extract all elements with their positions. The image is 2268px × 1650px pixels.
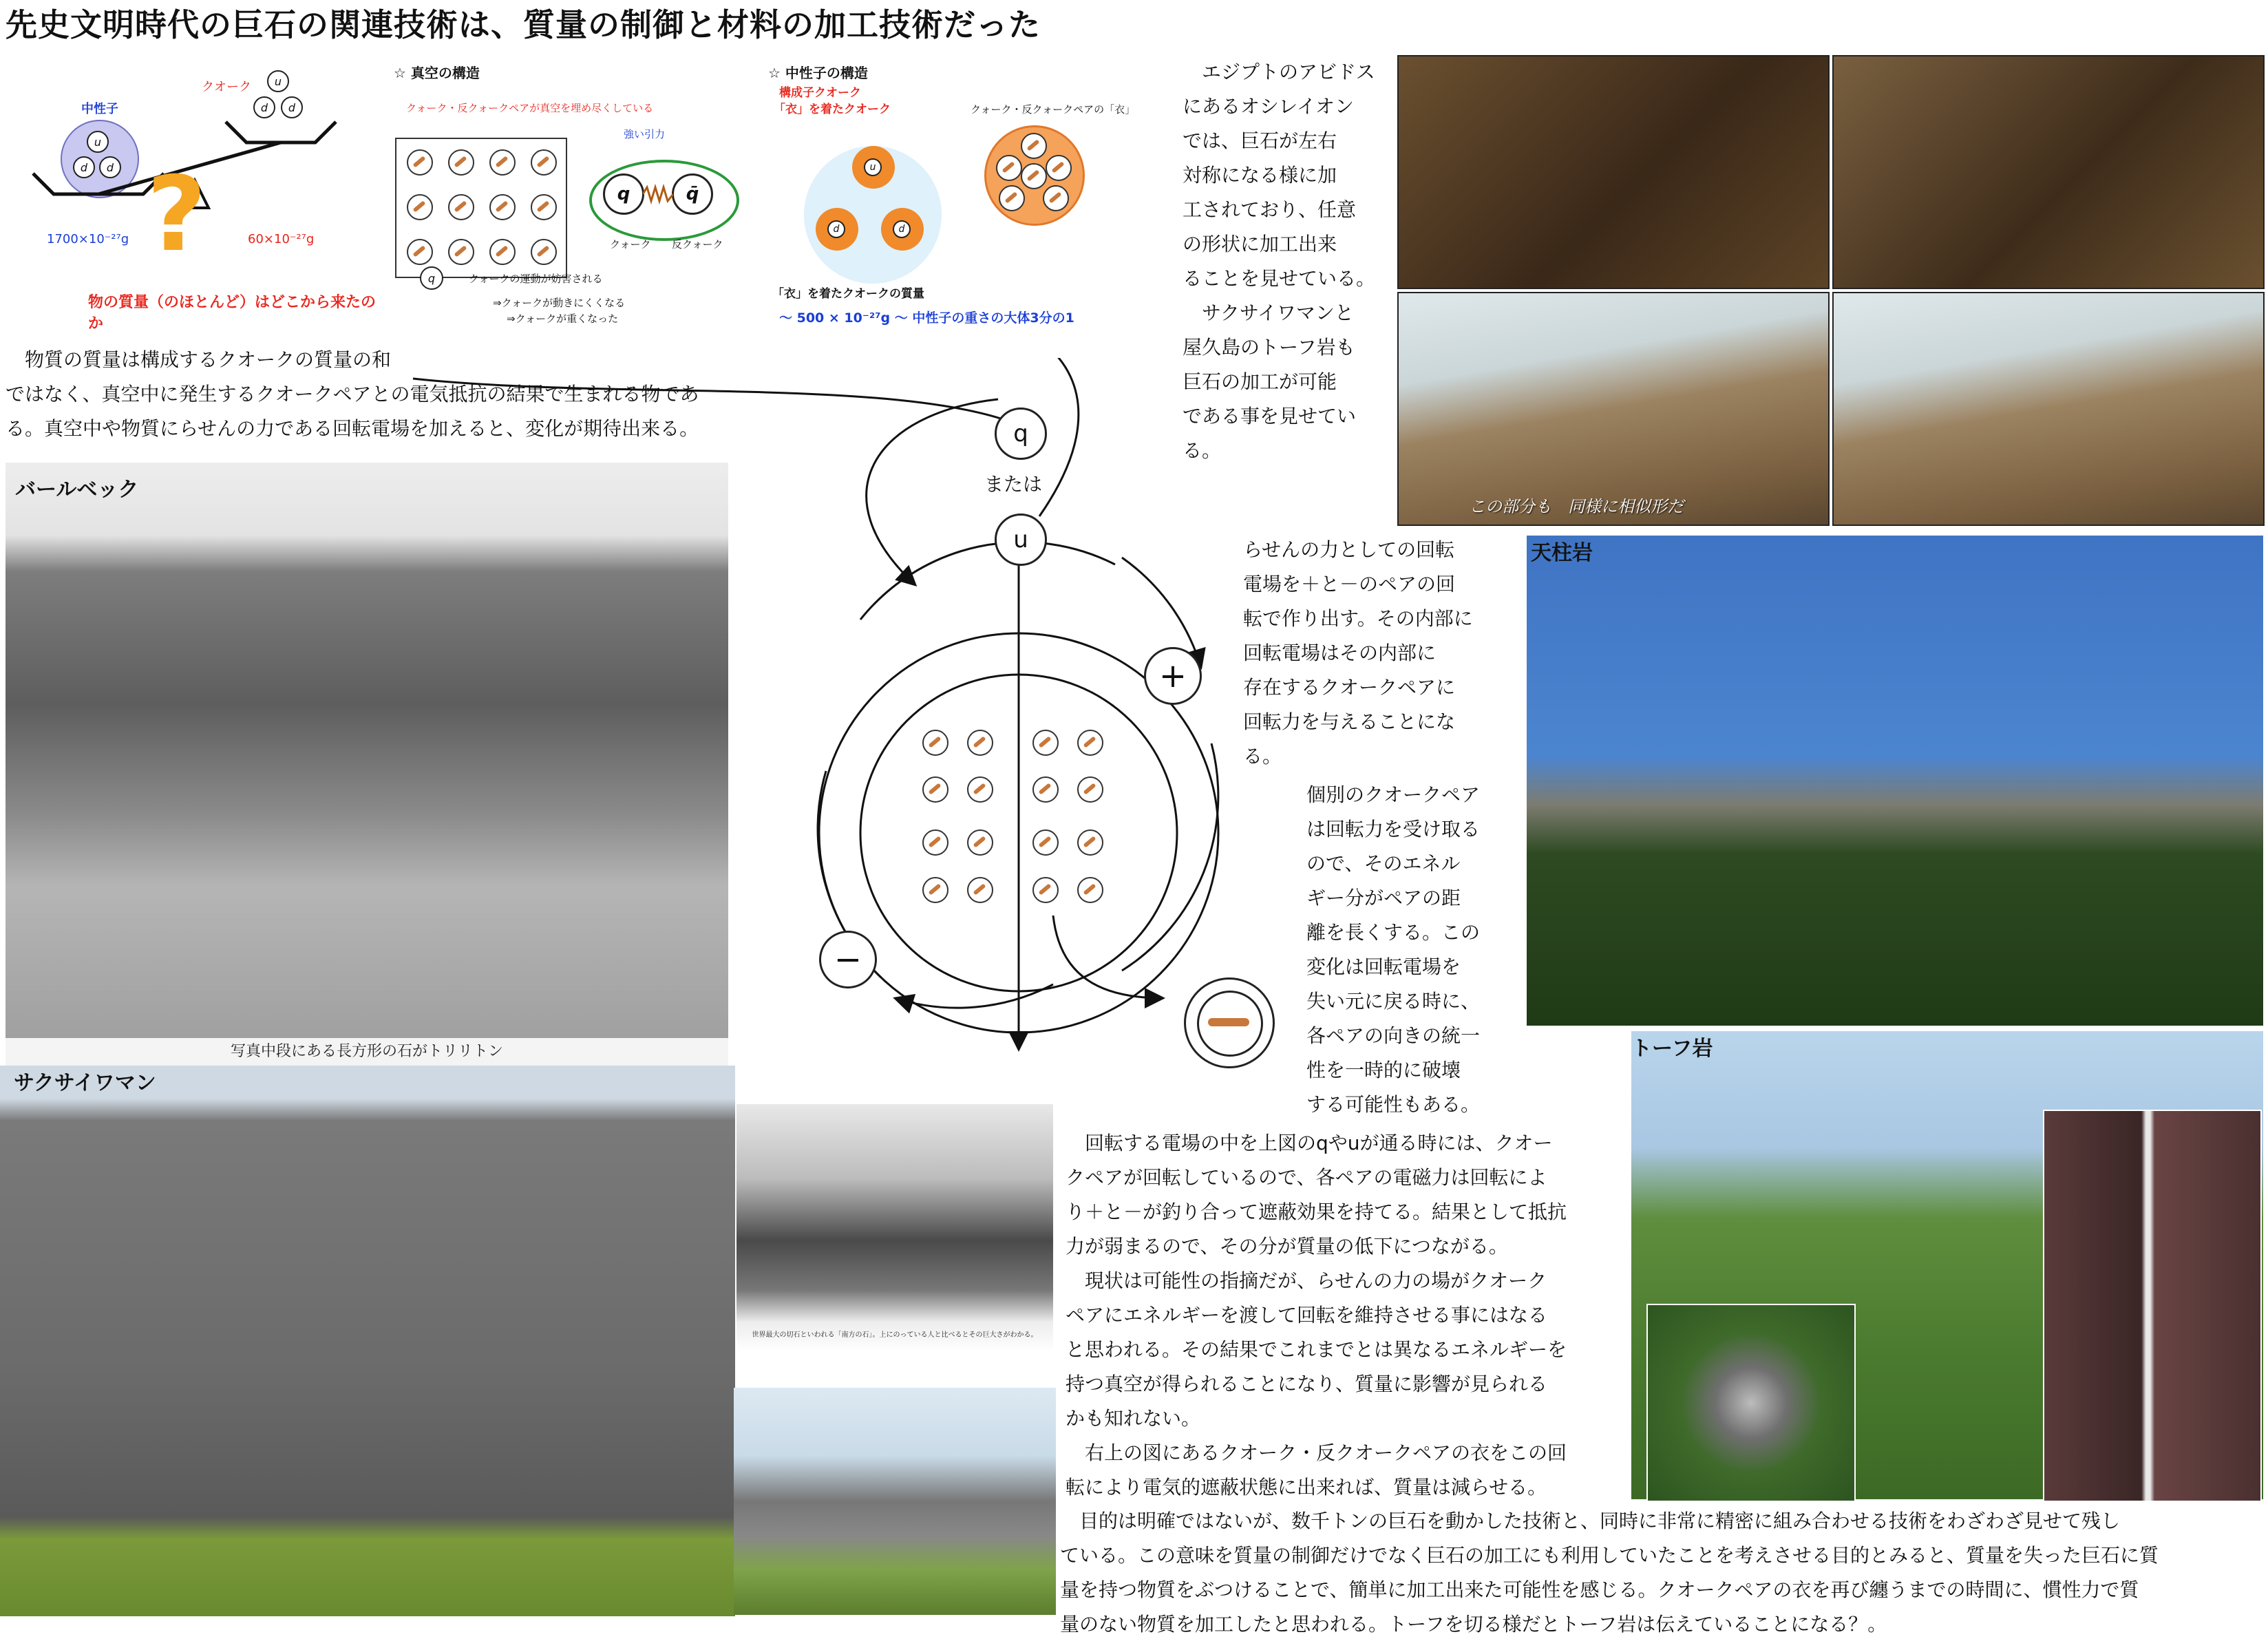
quark-pair-icon: [1021, 163, 1047, 189]
quark-coat-enlarged: [984, 125, 1085, 226]
pair-text-line: ギー分がペアの距: [1306, 887, 1461, 909]
tenchu-label: 天柱岩: [1531, 541, 1593, 565]
pair-text-line: 各ペアの向きの統一: [1306, 1024, 1481, 1047]
vacuum-note-2: ⇒クォークが動きにくくなる: [493, 297, 626, 309]
quark-d: d: [253, 96, 275, 118]
mass-paragraph-line: ではなく、真空中に発生するクオークペアとの電気抵抗の結果で生まれる物であ: [6, 383, 699, 405]
quark-pair-icon: [1032, 730, 1059, 756]
stretched-pair-bar: [1208, 1018, 1249, 1026]
rotation-text-line: 回転力を与えることにな: [1243, 710, 1456, 733]
egypt-text-line: にあるオシレイオン: [1183, 95, 1355, 118]
bottom-text-line: 力が弱まるので、その分が質量の低下につながる。: [1066, 1235, 1508, 1258]
quark-pair-icon: [996, 155, 1022, 181]
tofu-rock-photo: [1631, 1031, 2263, 1499]
final-text-line: 量のない物質を加工したと思われる。トーフを切る様だとトーフ岩は伝えていることになる？。: [1060, 1613, 1887, 1636]
quark-pair-icon: [922, 776, 948, 803]
final-text-line: ている。この意味を質量の制御だけでなく巨石の加工にも利用していたことを考えさせる目的とみると、質量を失った巨石に質: [1060, 1544, 2159, 1567]
mass-origin-diagram: [6, 56, 377, 332]
dressed-mass-text: ～ 500 × 10⁻²⁷g ～ 中性子の重さの大体3分の1: [779, 310, 1074, 326]
constituent-label-2: 「衣」を着たクオーク: [774, 103, 891, 116]
bottom-text-line: 現状は可能性の指摘だが、らせんの力の場がクオーク: [1066, 1269, 1547, 1292]
quark-d: d: [73, 156, 95, 178]
sacsayhuaman-wide-photo: [734, 1388, 1056, 1615]
bottom-text-line: 持つ真空が得られることになり、質量に影響が見られる: [1066, 1373, 1548, 1395]
free-quark: q: [420, 266, 443, 290]
quark-pair-icon: [448, 194, 474, 220]
egypt-text-line: の形状に加工出来: [1183, 233, 1337, 255]
rotation-text-line: 回転電場はその内部に: [1243, 642, 1437, 664]
pair-text-line: 失い元に戻る時に、: [1306, 990, 1481, 1013]
tofu-aerial-inset: [1646, 1304, 1856, 1502]
quark-pair-icon: [999, 185, 1025, 211]
vacuum-structure-panel: [390, 56, 761, 328]
quark-pair-icon: [922, 829, 948, 856]
spring-icon: [643, 184, 673, 204]
q-particle: q: [995, 408, 1047, 460]
stretched-pair-icon: [1184, 977, 1275, 1068]
rotation-text-line: 転で作り出す。その内部に: [1243, 607, 1473, 630]
quark-pair-icon: [1077, 829, 1103, 856]
pair-coat-label: クォーク・反クォークペアの「衣」: [971, 103, 1136, 116]
quark-d: d: [281, 96, 303, 118]
quark-q: q: [603, 173, 644, 215]
egypt-text-line: では、巨石が左右: [1183, 129, 1337, 152]
bottom-text-line: 右上の図にあるクオーク・反クオークペアの衣をこの回: [1066, 1441, 1567, 1464]
egypt-text-line: 工されており、任意: [1183, 198, 1357, 221]
antiquark-caption: 反クォーク: [672, 238, 723, 251]
quark-pair-icon: [967, 730, 993, 756]
quark-pair-icon: [1043, 185, 1069, 211]
rotation-text-line: らせんの力としての回転: [1243, 538, 1455, 561]
final-text: [1060, 1504, 2265, 1642]
vacuum-subtitle: クォーク・反クォークペアが真空を埋め尽くしている: [406, 102, 654, 114]
bottom-text-line: クペアが回転しているので、各ペアの電磁力は回転によ: [1066, 1166, 1547, 1189]
quark-u: u: [267, 70, 289, 92]
final-text-line: 目的は明確ではないが、数千トンの巨石を動かした技術と、同時に非常に精密に組み合わせる技術をわざわざ見せて残し: [1060, 1510, 2121, 1532]
page-title: 先史文明時代の巨石の関連技術は、質量の制御と材料の加工技術だった: [6, 6, 1041, 43]
constituent-label-1: 構成子クオーク: [779, 86, 861, 100]
quark-pair-icon: [531, 239, 557, 265]
quark-d: d: [893, 220, 911, 238]
mass-paragraph-line: 物質の質量は構成するクオークの質量の和: [6, 348, 392, 371]
neutron-panel-title: ☆ 中性子の構造: [768, 65, 868, 81]
bottom-text-line: かも知れない。: [1066, 1407, 1201, 1430]
quark-pair-icon: [407, 239, 433, 265]
egypt-text-line: 巨石の加工が可能: [1183, 370, 1337, 393]
pair-text-line: は回転力を受け取る: [1306, 818, 1481, 840]
quark-label: クオーク: [202, 80, 251, 94]
neutron-structure-panel: [764, 56, 1136, 339]
stone-of-pregnant-woman-photo: [736, 1104, 1053, 1352]
quark-pair-icon: [1021, 133, 1047, 159]
vacuum-note-3: ⇒クォークが重くなった: [507, 313, 619, 325]
egypt-text-line: 屋久島のトーフ岩も: [1183, 336, 1355, 359]
pair-text-line: する可能性もある。: [1306, 1093, 1481, 1116]
pair-text-line: ので、そのエネル: [1306, 852, 1461, 875]
quark-pair-icon: [1032, 829, 1059, 856]
bottom-text: [1066, 1126, 1630, 1505]
quark-pair-icon: [1046, 155, 1072, 181]
quark-pair-icon: [489, 194, 516, 220]
sacsayhuaman-photo: [0, 1066, 735, 1616]
sacsayhuaman-label: サクサイワマン: [14, 1071, 156, 1095]
mass-origin-caption: 物の質量（のほとんど）はどこから来たのか: [88, 294, 377, 332]
quark-pair-icon: [1077, 877, 1103, 903]
quark-pair-icon: [448, 149, 474, 176]
rotation-text-line: 存在するクオークペアに: [1243, 676, 1456, 699]
pair-text: [1306, 778, 1527, 1122]
egypt-text-line: ることを見せている。: [1183, 267, 1376, 290]
quark-pair-icon: [1032, 776, 1059, 803]
quark-pair-icon: [489, 239, 516, 265]
tenchu-rock-photo: [1527, 536, 2263, 1026]
bottom-text-line: 回転する電場の中を上図のqやuが通る時には、クオー: [1066, 1132, 1553, 1154]
quark-pair-icon: [922, 877, 948, 903]
stone-caption: 世界最大の切石といわれる「南方の石」。上にのっている人と比べるとその巨大さがわかる。: [752, 1331, 1038, 1339]
quark-pair-icon: [1077, 776, 1103, 803]
tofu-label: トーフ岩: [1631, 1037, 1713, 1061]
quark-pair-icon: [967, 877, 993, 903]
quark-pair-icon: [967, 829, 993, 856]
egypt-text-line: 対称になる様に加: [1183, 164, 1337, 187]
plus-icon: +: [1144, 647, 1202, 705]
question-mark-icon: ?: [147, 155, 207, 275]
quark-caption: クォーク: [610, 238, 651, 251]
pair-text-line: 個別のクオークペア: [1306, 783, 1481, 806]
rotation-text: [1243, 533, 1505, 774]
minus-icon: −: [819, 931, 877, 988]
baalbek-caption: 写真中段にある長方形の石がトリリトン: [6, 1038, 728, 1066]
osireion-photo-4: [1469, 292, 2265, 526]
quark-pair-icon: [531, 194, 557, 220]
pair-text-line: 離を長くする。この: [1306, 921, 1481, 944]
quark-pair-icon: [489, 149, 516, 176]
pair-text-line: 性を一時的に破壊: [1306, 1059, 1461, 1081]
quark-pair-icon: [407, 194, 433, 220]
egypt-text-line: サクサイワマンと: [1183, 302, 1354, 324]
q-arrow-left: [399, 358, 1019, 441]
bottom-text-line: ペアにエネルギーを渡して回転を維持させる事にはなる: [1066, 1304, 1548, 1326]
bottom-text-line: 転により電気的遮蔽状態に出来れば、質量は減らせる。: [1066, 1476, 1547, 1499]
quark-u: u: [87, 131, 109, 153]
quark-pair-icon: [531, 149, 557, 176]
neutron-mass: 1700×10⁻²⁷g: [47, 232, 129, 246]
quark-pair-icon: [1077, 730, 1103, 756]
strong-force-label: 強い引力: [624, 128, 666, 140]
quark-pair-icon: [448, 239, 474, 265]
osireion-photo-2: [1832, 55, 2265, 289]
vacuum-panel-title: ☆ 真空の構造: [394, 65, 480, 81]
or-label: または: [984, 473, 1043, 496]
quark-pair-icon: [967, 776, 993, 803]
bottom-text-line: と思われる。その結果でこれまでとは異なるエネルギーを: [1066, 1338, 1567, 1361]
mass-paragraph-line: る。真空中や物質にらせんの力である回転電場を加えると、変化が期待出来る。: [6, 417, 699, 440]
quark-d: d: [99, 156, 121, 178]
neutron-label: 中性子: [81, 102, 118, 116]
quarks-mass: 60×10⁻²⁷g: [248, 232, 315, 246]
quark-pair-icon: [407, 149, 433, 176]
rotation-text-line: る。: [1243, 745, 1282, 768]
quark-d: d: [827, 220, 845, 238]
dressed-mass-title: 「衣」を着たクオークの質量: [772, 287, 924, 301]
u-particle: u: [995, 514, 1047, 566]
quark-pair-icon: [1032, 877, 1059, 903]
tofu-split-inset: [2043, 1110, 2262, 1502]
egypt-text-line: る。: [1183, 439, 1222, 462]
vacuum-grid: [395, 138, 567, 278]
pair-text-line: 変化は回転電場を: [1306, 955, 1461, 978]
osireion-photo-1: [1397, 55, 1830, 289]
quark-pair-icon: [922, 730, 948, 756]
quark-u: u: [864, 158, 882, 176]
vacuum-note-1: クォークの運動が妨害される: [469, 273, 603, 285]
rotation-text-line: 電場を＋と－のペアの回: [1243, 573, 1456, 595]
bottom-text-line: り＋と－が釣り合って遮蔽効果を持てる。結果として抵抗: [1066, 1201, 1567, 1223]
baalbek-photo: [6, 463, 728, 1068]
antiquark-q: q̄: [672, 173, 713, 215]
osireion-photo-3: [1397, 292, 1830, 526]
egypt-text-line: エジプトのアビドス: [1183, 61, 1375, 83]
final-text-line: 量を持つ物質をぶつけることで、簡単に加工出来た可能性を感じる。クオークペアの衣を再び纏うまでの時間に、慣性力で質: [1060, 1578, 2139, 1601]
egypt-text-line: である事を見せてい: [1183, 405, 1357, 427]
baalbek-label: バールベック: [15, 478, 139, 502]
osireion-subtitle: この部分も 同様に相似形だ: [1469, 497, 1684, 516]
